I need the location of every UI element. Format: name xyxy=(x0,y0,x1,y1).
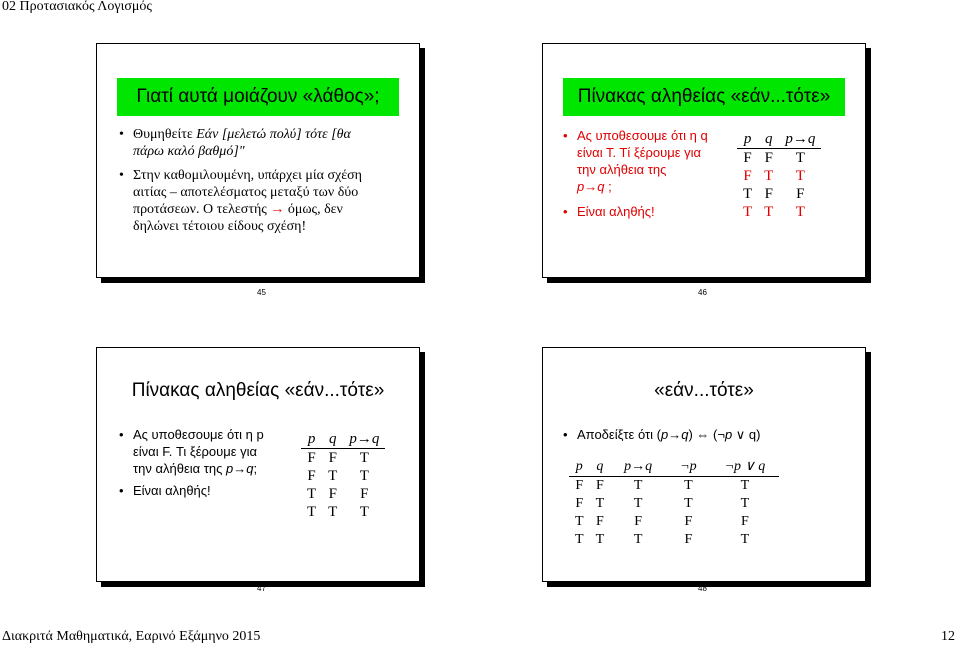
slide-title: «εάν...τότε» xyxy=(654,380,754,401)
header-cell: p xyxy=(737,130,758,149)
header-cell: p→q xyxy=(343,430,385,449)
table-cell: T xyxy=(359,468,369,484)
slide-46: Πίνακας αληθείας «εάν...τότε» • Ας υποθεσουμε ότι η q είναι Τ. Τί ξέρουμε για την αλήθεια της p→q ; • Είναι αληθής! p q p→q F F T F T T T F F T T T xyxy=(542,43,866,278)
truth-table xyxy=(737,130,821,221)
table-cell: T xyxy=(328,468,338,484)
document-footer: Διακριτά Μαθηματικά, Εαρινό Εξάμηνο 2015 xyxy=(2,629,261,644)
table-cell: F xyxy=(684,532,693,547)
table-cell: F xyxy=(741,514,749,529)
table-cell: T xyxy=(575,532,584,547)
table-cell: F xyxy=(360,486,369,502)
header-cell: q xyxy=(322,430,343,449)
table-cell: F xyxy=(307,450,316,466)
header-cell: p xyxy=(569,458,590,477)
table-cell: F xyxy=(575,478,584,493)
bullet-dot: • xyxy=(119,168,124,183)
table-cell: T xyxy=(764,168,774,184)
slide-number: 45 xyxy=(257,288,266,297)
table-cell: T xyxy=(307,486,317,502)
slide-47: Πίνακας αληθείας «εάν...τότε» • Ας υποθεσουμε ότι η p είναι F. Τι ξέρουμε για την αλήθεια της p→q; • Είναι αληθής! p q p→q F F T F T T T F F T T T xyxy=(96,347,420,582)
table-cell: F xyxy=(307,468,316,484)
table-cell: T xyxy=(743,186,753,202)
table-cell: F xyxy=(743,150,752,166)
table-cell: F xyxy=(328,450,337,466)
header-cell: p xyxy=(301,430,322,449)
table-cell: F xyxy=(743,168,752,184)
table-cell: F xyxy=(684,514,693,529)
slide-48: «εάν...τότε» • Αποδείξτε ότι (p→q) ⇔ (¬p ∨ q) p q p→q ¬p ¬p ∨ q F F T T T F T T T T T F F F F T T T F T xyxy=(542,347,866,582)
table-cell: T xyxy=(743,204,753,220)
table-cell: T xyxy=(633,532,643,547)
table-cell: T xyxy=(359,504,369,520)
table-cell: F xyxy=(764,150,773,166)
slide-title: Πίνακας αληθείας «εάν...τότε» xyxy=(131,380,385,401)
table-cell: T xyxy=(595,532,605,547)
table-cell: T xyxy=(359,450,369,466)
table-cell: T xyxy=(328,504,338,520)
truth-table xyxy=(301,430,385,521)
table-cell: F xyxy=(764,186,773,202)
table-cell: T xyxy=(307,504,317,520)
bullet-dot: • xyxy=(563,128,568,143)
header-cell: q xyxy=(590,458,611,477)
table-cell: T xyxy=(740,496,750,511)
bullet-dot: • xyxy=(563,204,568,219)
table-cell: T xyxy=(740,532,750,547)
table-cell: F xyxy=(595,514,604,529)
bullet-dot: • xyxy=(119,127,124,142)
table-cell: T xyxy=(633,496,643,511)
slide-number: 46 xyxy=(698,288,707,297)
slide-45: Γιατί αυτά μοιάζουν «λάθος»; • Θυμηθείτε Εάν [μελετώ πολύ] τότε [θα πάρω καλό βαθμό]" • Στην καθομιλουμένη, υπάρχει μία σχέση αιτίας – αποτελέσματος μεταξύ των δύο προτάσεων. Ο τελεστής → όμως, δεν δηλώνει τέτοιου είδους σχέση! xyxy=(96,43,420,278)
slide-number: 48 xyxy=(698,584,707,593)
table-cell: F xyxy=(634,514,643,529)
table-cell: F xyxy=(796,186,805,202)
bullet-dot: • xyxy=(119,427,124,442)
table-cell: T xyxy=(575,514,584,529)
header-cell: q xyxy=(758,130,779,149)
table-cell: T xyxy=(795,150,805,166)
table-cell: T xyxy=(764,204,774,220)
slide-number: 47 xyxy=(257,584,266,593)
table-cell: T xyxy=(684,478,693,493)
table-cell: T xyxy=(595,496,605,511)
bullet-dot: • xyxy=(119,483,124,498)
header-cell: p→q xyxy=(779,130,821,149)
table-cell: T xyxy=(684,496,693,511)
table-cell: T xyxy=(633,478,643,493)
table-cell: T xyxy=(740,478,750,493)
slide-title: Πίνακας αληθείας «εάν...τότε» xyxy=(563,78,845,116)
table-cell: T xyxy=(795,168,805,184)
table-cell: F xyxy=(595,478,604,493)
header-cell: ¬p ∨ q xyxy=(711,458,780,477)
arrow-symbol: → xyxy=(270,202,285,217)
page-number: 12 xyxy=(941,629,955,644)
table-cell: F xyxy=(575,496,584,511)
truth-table xyxy=(569,458,779,549)
table-cell: T xyxy=(795,204,805,220)
document-header: 02 Προτασιακός Λογισμός xyxy=(2,0,152,14)
header-cell: ¬p xyxy=(666,458,710,477)
table-cell: F xyxy=(328,486,337,502)
header-cell: p→q xyxy=(610,458,666,477)
slide-title: Γιατί αυτά μοιάζουν «λάθος»; xyxy=(117,78,399,116)
bullet-dot: • xyxy=(563,427,568,442)
